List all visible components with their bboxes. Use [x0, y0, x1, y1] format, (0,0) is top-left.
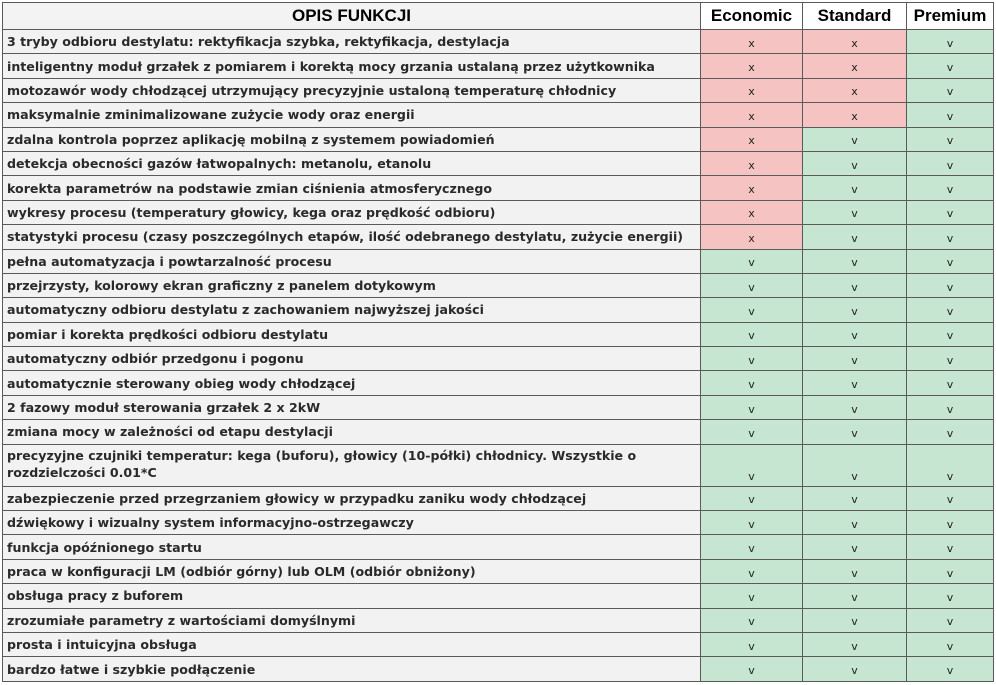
- feature-cell: maksymalnie zminimalizowane zużycie wody oraz energii: [3, 103, 701, 127]
- premium-availability-cell: v: [907, 420, 994, 444]
- table-row: [3, 535, 994, 559]
- economic-availability-cell: v: [701, 322, 803, 346]
- table-header: [3, 3, 994, 30]
- standard-availability-cell: v: [803, 535, 907, 559]
- standard-availability-cell: v: [803, 444, 907, 486]
- premium-availability-cell: v: [907, 395, 994, 419]
- economic-column-header: Economic: [701, 3, 803, 30]
- feature-cell: statystyki procesu (czasy poszczególnych etapów, ilość odebranego destylatu, zużycie energii): [3, 225, 701, 249]
- feature-cell: 2 fazowy moduł sterowania grzałek 2 x 2kW: [3, 395, 701, 419]
- table-row: [3, 559, 994, 583]
- premium-availability-cell: v: [907, 273, 994, 297]
- feature-cell: wykresy procesu (temperatury głowicy, kega oraz prędkość odbioru): [3, 200, 701, 224]
- table-row: [3, 200, 994, 224]
- feature-cell: detekcja obecności gazów łatwopalnych: metanolu, etanolu: [3, 151, 701, 175]
- premium-availability-cell: v: [907, 176, 994, 200]
- feature-cell: przejrzysty, kolorowy ekran graficzny z panelem dotykowym: [3, 273, 701, 297]
- table-row: [3, 511, 994, 535]
- table-row: [3, 632, 994, 656]
- premium-availability-cell: v: [907, 486, 994, 510]
- table-row: [3, 249, 994, 273]
- standard-availability-cell: v: [803, 249, 907, 273]
- table-row: [3, 225, 994, 249]
- table-row: [3, 371, 994, 395]
- table-row: [3, 127, 994, 151]
- feature-cell: pomiar i korekta prędkości odbioru destylatu: [3, 322, 701, 346]
- standard-availability-cell: v: [803, 420, 907, 444]
- feature-column-header: OPIS FUNKCJI: [3, 3, 701, 30]
- premium-availability-cell: v: [907, 632, 994, 656]
- standard-availability-cell: v: [803, 395, 907, 419]
- standard-availability-cell: x: [803, 78, 907, 102]
- economic-availability-cell: v: [701, 371, 803, 395]
- table-row: [3, 322, 994, 346]
- premium-availability-cell: v: [907, 225, 994, 249]
- standard-availability-cell: v: [803, 200, 907, 224]
- table-body: [3, 30, 994, 682]
- table-row: [3, 54, 994, 78]
- standard-availability-cell: v: [803, 486, 907, 510]
- economic-availability-cell: v: [701, 298, 803, 322]
- economic-availability-cell: v: [701, 657, 803, 681]
- feature-cell: precyzyjne czujniki temperatur: kega (buforu), głowicy (10-półki) chłodnicy. Wszystkie o rozdzielczości 0.01*C: [3, 444, 701, 486]
- table-row: [3, 584, 994, 608]
- table-row: [3, 486, 994, 510]
- feature-cell: zmiana mocy w zależności od etapu destylacji: [3, 420, 701, 444]
- table-row: [3, 657, 994, 681]
- feature-cell: zrozumiałe parametry z wartościami domyślnymi: [3, 608, 701, 632]
- feature-cell: obsługa pracy z buforem: [3, 584, 701, 608]
- feature-cell: korekta parametrów na podstawie zmian ciśnienia atmosferycznego: [3, 176, 701, 200]
- table-row: [3, 347, 994, 371]
- standard-availability-cell: v: [803, 584, 907, 608]
- feature-cell: prosta i intuicyjna obsługa: [3, 632, 701, 656]
- economic-availability-cell: v: [701, 273, 803, 297]
- economic-availability-cell: v: [701, 608, 803, 632]
- premium-availability-cell: v: [907, 30, 994, 54]
- premium-availability-cell: v: [907, 151, 994, 175]
- premium-availability-cell: v: [907, 535, 994, 559]
- feature-comparison-table: [2, 2, 994, 682]
- feature-cell: funkcja opóźnionego startu: [3, 535, 701, 559]
- feature-cell: automatycznie sterowany obieg wody chłodzącej: [3, 371, 701, 395]
- table-row: [3, 608, 994, 632]
- premium-availability-cell: v: [907, 298, 994, 322]
- premium-availability-cell: v: [907, 347, 994, 371]
- economic-availability-cell: v: [701, 511, 803, 535]
- economic-availability-cell: x: [701, 127, 803, 151]
- feature-cell: motozawór wody chłodzącej utrzymujący precyzyjnie ustaloną temperaturę chłodnicy: [3, 78, 701, 102]
- feature-cell: dźwiękowy i wizualny system informacyjno-ostrzegawczy: [3, 511, 701, 535]
- standard-availability-cell: v: [803, 632, 907, 656]
- standard-availability-cell: v: [803, 298, 907, 322]
- economic-availability-cell: x: [701, 30, 803, 54]
- standard-availability-cell: x: [803, 103, 907, 127]
- standard-availability-cell: v: [803, 225, 907, 249]
- feature-cell: automatyczny odbiór przedgonu i pogonu: [3, 347, 701, 371]
- premium-availability-cell: v: [907, 127, 994, 151]
- standard-availability-cell: v: [803, 657, 907, 681]
- economic-availability-cell: v: [701, 535, 803, 559]
- premium-availability-cell: v: [907, 103, 994, 127]
- economic-availability-cell: x: [701, 103, 803, 127]
- premium-availability-cell: v: [907, 54, 994, 78]
- table-row: [3, 30, 994, 54]
- feature-cell: bardzo łatwe i szybkie podłączenie: [3, 657, 701, 681]
- economic-availability-cell: x: [701, 225, 803, 249]
- economic-availability-cell: v: [701, 486, 803, 510]
- feature-cell: pełna automatyzacja i powtarzalność procesu: [3, 249, 701, 273]
- premium-availability-cell: v: [907, 657, 994, 681]
- feature-cell: zabezpieczenie przed przegrzaniem głowicy w przypadku zaniku wody chłodzącej: [3, 486, 701, 510]
- premium-availability-cell: v: [907, 511, 994, 535]
- feature-cell: praca w konfiguracji LM (odbiór górny) lub OLM (odbiór obniżony): [3, 559, 701, 583]
- standard-availability-cell: v: [803, 273, 907, 297]
- feature-cell: 3 tryby odbioru destylatu: rektyfikacja szybka, rektyfikacja, destylacja: [3, 30, 701, 54]
- standard-availability-cell: v: [803, 127, 907, 151]
- economic-availability-cell: v: [701, 249, 803, 273]
- economic-availability-cell: v: [701, 444, 803, 486]
- table-row: [3, 395, 994, 419]
- standard-availability-cell: x: [803, 30, 907, 54]
- table-row: [3, 176, 994, 200]
- standard-availability-cell: v: [803, 371, 907, 395]
- economic-availability-cell: x: [701, 54, 803, 78]
- table-row: [3, 78, 994, 102]
- standard-availability-cell: x: [803, 54, 907, 78]
- standard-availability-cell: v: [803, 347, 907, 371]
- table-row: [3, 103, 994, 127]
- standard-availability-cell: v: [803, 176, 907, 200]
- premium-availability-cell: v: [907, 322, 994, 346]
- feature-cell: inteligentny moduł grzałek z pomiarem i korektą mocy grzania ustalaną przez użytkownika: [3, 54, 701, 78]
- standard-availability-cell: v: [803, 511, 907, 535]
- feature-cell: zdalna kontrola poprzez aplikację mobilną z systemem powiadomień: [3, 127, 701, 151]
- standard-availability-cell: v: [803, 608, 907, 632]
- economic-availability-cell: v: [701, 395, 803, 419]
- table-row: [3, 151, 994, 175]
- table-row: [3, 444, 994, 486]
- economic-availability-cell: v: [701, 632, 803, 656]
- feature-cell: automatyczny odbioru destylatu z zachowaniem najwyższej jakości: [3, 298, 701, 322]
- premium-column-header: Premium: [907, 3, 994, 30]
- premium-availability-cell: v: [907, 371, 994, 395]
- economic-availability-cell: x: [701, 200, 803, 224]
- premium-availability-cell: v: [907, 584, 994, 608]
- economic-availability-cell: x: [701, 176, 803, 200]
- standard-column-header: Standard: [803, 3, 907, 30]
- premium-availability-cell: v: [907, 444, 994, 486]
- premium-availability-cell: v: [907, 200, 994, 224]
- economic-availability-cell: v: [701, 559, 803, 583]
- economic-availability-cell: v: [701, 420, 803, 444]
- economic-availability-cell: x: [701, 151, 803, 175]
- standard-availability-cell: v: [803, 559, 907, 583]
- table-row: [3, 273, 994, 297]
- table-row: [3, 298, 994, 322]
- premium-availability-cell: v: [907, 608, 994, 632]
- economic-availability-cell: v: [701, 584, 803, 608]
- premium-availability-cell: v: [907, 78, 994, 102]
- economic-availability-cell: x: [701, 78, 803, 102]
- premium-availability-cell: v: [907, 559, 994, 583]
- standard-availability-cell: v: [803, 322, 907, 346]
- header-row: [3, 3, 994, 30]
- economic-availability-cell: v: [701, 347, 803, 371]
- premium-availability-cell: v: [907, 249, 994, 273]
- table-row: [3, 420, 994, 444]
- standard-availability-cell: v: [803, 151, 907, 175]
